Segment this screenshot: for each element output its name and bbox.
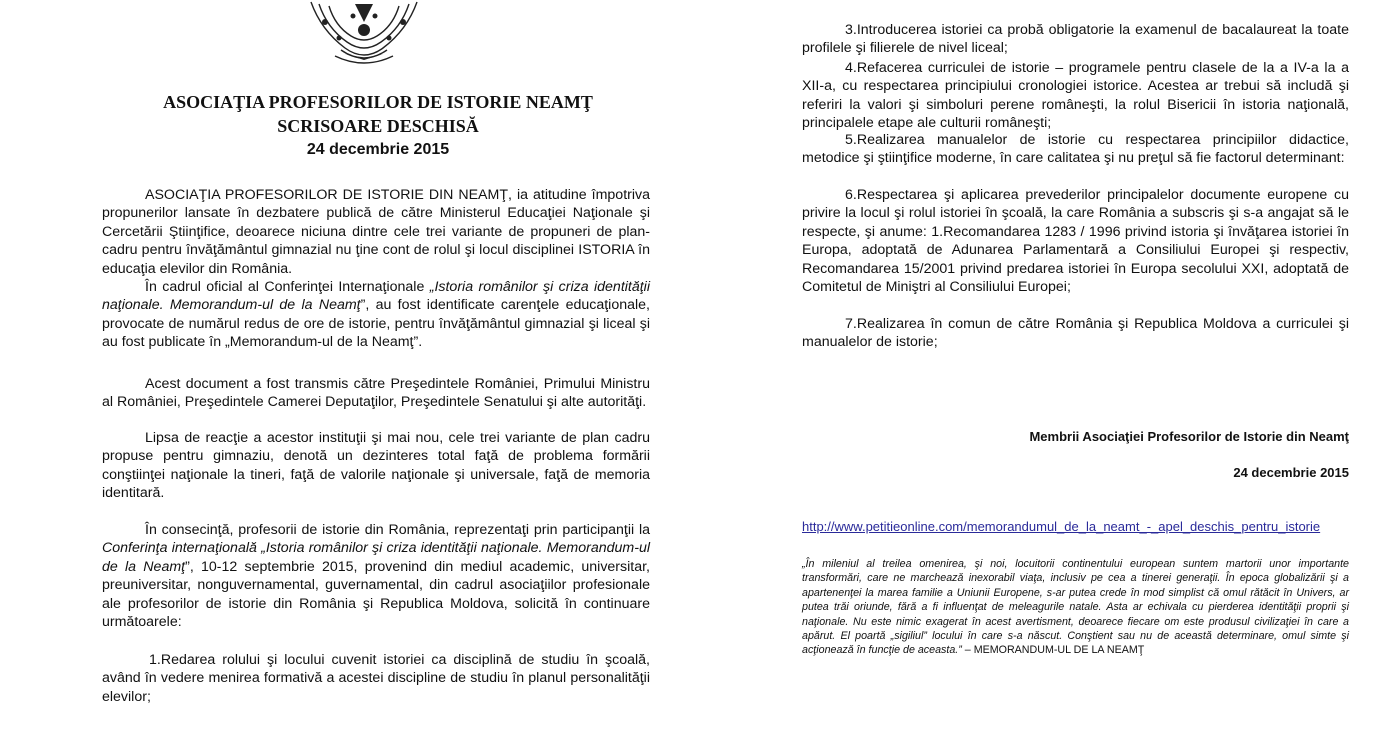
request-item-3: 3.Introducerea istoriei ca probă obligatorie la examenul de bacalaureat la toate profilele şi filierele de nivel liceal; bbox=[802, 22, 1349, 57]
consequence-conference-title: Conferinţa internaţională „Istoria românilor şi criza identităţii naţionale. Memorandum-ul de la Neamţ bbox=[102, 540, 650, 575]
coat-of-arms-emblem bbox=[305, 0, 423, 64]
quote-text: „În mileniul al treilea omenirea, şi noi, locuitorii continentului european suntem martorii unor importante transformări, care ne marchează inexorabil viaţa, inclusiv pe cea a tinerei generaţii. În epoca globalizării şi a apartenenţei la marea familie a Uniunii Europene, s-ar putea crede în mod simplist că omul rătăcit în Univers, ar putea trăi oriunde, fără a fi influenţat de meleagurile natale. Asta ar echivala cu pierderea identităţii proprii şi naţionale. Nu este nimic exagerat în acest avertisment, deoarece fiecare om este produsul civilizaţiei în care a apărut. El poartă „sigiliul” locului în care s-a născut. Conştient sau nu de această determinare, omul simte şi acţionează în funcţie de aceasta.” bbox=[802, 558, 1349, 657]
conference-title: „Istoria românilor şi criza identităţii naţionale. Memorandum-ul de la Neamţ bbox=[102, 279, 650, 314]
request-item-1: 1.Redarea rolului şi locului cuvenit istoriei ca disciplină de studiu în şcoală, având în vedere menirea formativă a acestei discipline de studiu în planul personalităţii elevilor; bbox=[102, 652, 650, 705]
petition-link[interactable]: http://www.petitieonline.com/memorandumul_de_la_neamt_-_apel_deschis_pentru_istorie bbox=[802, 519, 1321, 534]
letter-date: 24 decembrie 2015 bbox=[306, 141, 450, 158]
paragraph-transmitted: Acest document a fost transmis către Preşedintele României, Primului Ministru al României, Preşedintele Camerei Deputaţilor, Preşedintele Senatului şi alte autorităţi. bbox=[102, 376, 650, 411]
conference-text-c: ”, au fost identificate carenţele educaţionale, provocate de numărul redus de ore de istorie, pentru învăţământul gimnazial şi liceal şi au fost publicate în „Memorandum-ul de la Neamţ”. bbox=[102, 297, 650, 351]
paragraph-intro: ASOCIAŢIA PROFESORILOR DE ISTORIE DIN NEAMŢ, ia atitudine împotriva propunerilor lansate în dezbatere publică de către Ministerul Educaţiei Naţionale şi Cercetării Ştiinţifice, deoarece niciuna dintre cele trei variante de propuneri de plan-cadru pentru învăţământul gimnazial nu ţine cont de rolul şi locul disciplinei ISTORIA în educaţia elevilor din România. bbox=[102, 187, 650, 277]
signature: Membrii Asociaţiei Profesorilor de Istorie din Neamţ bbox=[1029, 429, 1349, 444]
request-item-7: 7.Realizarea în comun de către România şi Republica Moldova a curriculei şi manualelor de istorie; bbox=[802, 316, 1349, 351]
conference-text-a: În cadrul oficial al Conferinţei Internaţionale bbox=[145, 279, 430, 295]
request-item-4: 4.Refacerea curriculei de istorie – programele pentru clasele de la a IV-a la a XII-a, cu respectarea principiului cronologiei istorice. Acestea ar trebui să includă şi referiri la valori şi simboluri perene româneşti, la rolul Bisericii în istoria naţională, principalele etape ale culturii româneşti; bbox=[802, 60, 1349, 132]
consequence-text-a: În consecinţă, profesorii de istorie din România, reprezentaţi prin participanţii la bbox=[145, 522, 650, 538]
request-item-5: 5.Realizarea manualelor de istorie cu respectarea principiilor didactice, metodice şi ştiinţifice moderne, în care calitatea şi nu preţul să fie factorul determinant: bbox=[802, 132, 1349, 167]
paragraph-consequence bbox=[102, 521, 650, 631]
paragraph-conference bbox=[102, 278, 650, 352]
letter-title: SCRISOARE DESCHISĂ bbox=[277, 116, 479, 136]
memorandum-quote bbox=[802, 557, 1349, 658]
organization-heading: ASOCIAŢIA PROFESORILOR DE ISTORIE NEAMŢ bbox=[163, 92, 593, 112]
consequence-text-c: ”, 10-12 septembrie 2015, provenind din mediul academic, universitar, preuniversitar, nonguvernamental, guvernamental, din cadrul asociaţiilor profesionale ale profesorilor de istorie din România şi Republica Moldova, solicită în continuare următoarele: bbox=[102, 558, 650, 631]
paragraph-lack-of-reaction: Lipsa de reacţie a acestor instituţii şi mai nou, cele trei variante de plan cadru propuse pentru gimnaziu, denotă un dezinteres total faţă de problema formării conştiinţei naţionale la tineri, faţă de valorile naţionale şi universale, faţă de memoria identitară. bbox=[102, 430, 650, 502]
request-item-6: 6.Respectarea şi aplicarea prevederilor principalelor documente europene cu privire la locul şi rolul istoriei în şcoală, la care România a subscris şi s-a angajat să le respecte, şi anume: 1.Recomandarea 1283 / 1996 privind istoria şi învăţarea istoriei în Europa, adoptată de Adunarea Parlamentară a Consiliului Europei şi respectiv, Recomandarea 15/2001 privind predarea istoriei în Europa secolului XXI, adoptată de Comitetul de Miniştri al Consiliului Europei; bbox=[802, 187, 1349, 296]
signature-date: 24 decembrie 2015 bbox=[1233, 465, 1349, 480]
quote-source: – MEMORANDUM-UL DE LA NEAMŢ bbox=[961, 644, 1145, 657]
